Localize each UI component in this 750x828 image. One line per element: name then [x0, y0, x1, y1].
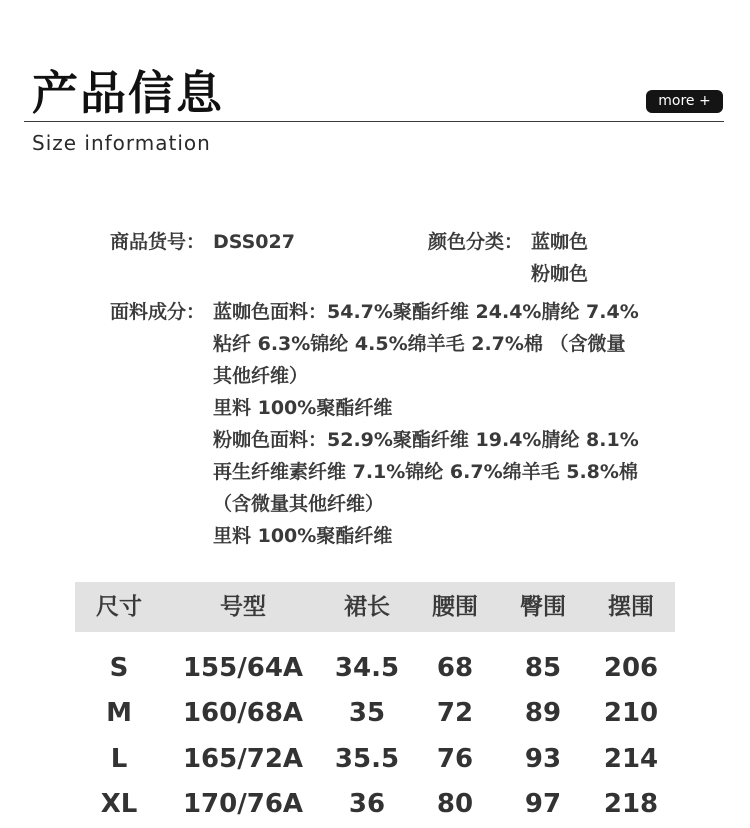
fabric-line: 里料 100%聚酯纤维 — [213, 397, 393, 419]
header-fit: 号型 — [220, 594, 266, 620]
cell-waist: 80 — [436, 789, 474, 819]
cell-hip: 85 — [524, 653, 562, 683]
fabric-line: （含微量其他纤维） — [213, 493, 385, 515]
cell-skirt-length: 36 — [348, 789, 386, 819]
fabric-line: 蓝咖色面料：54.7%聚酯纤维 24.4%腈纶 7.4% — [213, 301, 639, 323]
cell-hip: 97 — [524, 789, 562, 819]
header-hem: 摆围 — [608, 594, 654, 620]
fabric-composition — [213, 296, 683, 552]
cell-skirt-length: 34.5 — [334, 653, 400, 683]
color-option: 粉咖色 — [531, 263, 589, 285]
product-code-value: DSS027 — [213, 231, 295, 253]
table-row — [75, 736, 675, 782]
header-waist: 腰围 — [432, 594, 478, 620]
cell-skirt-length: 35.5 — [334, 744, 400, 774]
more-button[interactable]: more + — [646, 90, 723, 113]
cell-fit: 170/76A — [182, 789, 304, 819]
cell-fit: 160/68A — [182, 698, 304, 728]
fabric-line: 粉咖色面料：52.9%聚酯纤维 19.4%腈纶 8.1% — [213, 429, 639, 451]
cell-hem: 206 — [603, 653, 659, 683]
header-size: 尺寸 — [96, 594, 142, 620]
cell-waist: 68 — [436, 653, 474, 683]
color-values — [531, 226, 588, 290]
cell-size: XL — [100, 789, 138, 819]
cell-fit: 155/64A — [182, 653, 304, 683]
cell-hip: 89 — [524, 698, 562, 728]
color-label: 颜色分类： — [428, 231, 524, 253]
fabric-line: 粘纤 6.3%锦纶 4.5%绵羊毛 2.7%棉 （含微量 — [213, 333, 626, 355]
cell-waist: 76 — [436, 744, 474, 774]
cell-waist: 72 — [436, 698, 474, 728]
header-hip: 臀围 — [520, 594, 566, 620]
cell-fit: 165/72A — [182, 744, 304, 774]
table-row — [75, 781, 675, 827]
cell-hem: 214 — [603, 744, 659, 774]
color-option: 蓝咖色 — [531, 231, 589, 253]
cell-hem: 218 — [603, 789, 659, 819]
cell-skirt-length: 35 — [348, 698, 386, 728]
page-subtitle: Size information — [32, 131, 211, 155]
cell-size: L — [110, 744, 128, 774]
fabric-line: 再生纤维素纤维 7.1%锦纶 6.7%绵羊毛 5.8%棉 — [213, 461, 638, 483]
fabric-line: 里料 100%聚酯纤维 — [213, 525, 393, 547]
table-row — [75, 645, 675, 691]
header-skirt-length: 裙长 — [344, 594, 390, 620]
cell-size: M — [106, 698, 132, 728]
cell-hip: 93 — [524, 744, 562, 774]
header-divider — [24, 121, 724, 122]
fabric-line: 其他纤维） — [213, 365, 309, 387]
size-table-header — [75, 582, 675, 632]
product-code-label: 商品货号： — [110, 231, 206, 253]
cell-size: S — [109, 653, 129, 683]
fabric-label: 面料成分： — [110, 301, 206, 323]
cell-hem: 210 — [603, 698, 659, 728]
table-row — [75, 690, 675, 736]
page-title: 产品信息 — [32, 66, 224, 120]
